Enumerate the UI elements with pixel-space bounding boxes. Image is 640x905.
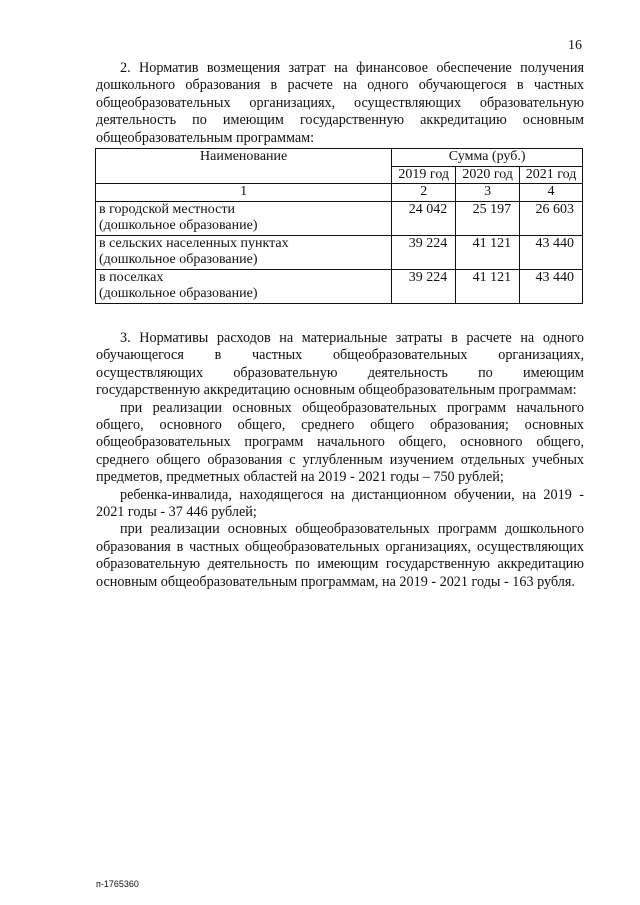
section-2-paragraph: 2. Норматив возмещения затрат на финансовое обеспечение получения дошкольного образования в расчете на одного обучающегося в частных общеобразовательных организациях, осуществляющих образовательную деятельность по имеющим государственную аккредитацию основным общеобразовательным программам: [96,60,584,146]
value-2021: 43 440 [520,269,583,303]
table-row [96,235,583,269]
table-row [96,201,583,235]
row-name-line2: (дошкольное образование) [99,252,258,267]
page-number: 16 [568,38,582,53]
section-3-item-3: при реализации основных общеобразовательных программ дошкольного образования в частных общеобразовательных организациях, осуществляющих образовательную деятельность по имеющим государственную аккредитацию основным общеобразовательным программам, на 2019 - 2021 годы - 163 рубля. [96,521,584,590]
value-2020: 25 197 [456,201,520,235]
value-2021: 26 603 [520,201,583,235]
row-name-line2: (дошкольное образование) [99,218,258,233]
value-2021: 43 440 [520,235,583,269]
norm-table [95,148,583,304]
col-number: 2 [392,184,456,202]
section-3-item-2: ребенка-инвалида, находящегося на дистанционном обучении, на 2019 - 2021 годы - 37 446 рублей; [96,486,584,521]
section-3 [96,330,584,591]
col-number: 1 [96,184,392,202]
row-name [96,235,392,269]
section-2 [96,60,584,147]
col-number: 4 [520,184,583,202]
section-3-item-1: при реализации основных общеобразовательных программ начального общего, основного общего, среднего общего образования; основных общеобразовательных программ начального общего, основного общего, среднего общего образования с углубленным изучением отдельных учебных предметов, предметных областей на 2019 - 2021 годы – 750 рублей; [96,399,584,486]
table-header-row [96,149,583,167]
row-name-line1: в поселках [99,269,164,285]
year-2021: 2021 год [520,166,583,184]
row-name [96,269,392,303]
footer-code: п-1765360 [96,879,139,889]
row-name-line1: в сельских населенных пунктах [99,235,289,251]
value-2020: 41 121 [456,269,520,303]
table-row [96,269,583,303]
row-name-line2: (дошкольное образование) [99,286,258,301]
value-2020: 41 121 [456,235,520,269]
row-name [96,201,392,235]
row-name-line1: в городской местности [99,201,235,217]
table-colnum-row [96,184,583,202]
header-name: Наименование [96,149,392,184]
header-sum: Сумма (руб.) [392,149,583,167]
value-2019: 39 224 [392,269,456,303]
section-3-intro: 3. Нормативы расходов на материальные затраты в расчете на одного обучающегося в частных общеобразовательных организациях, осуществляющих образовательную деятельность по имеющим государственную аккредитацию основным общеобразовательным программам: [96,330,584,399]
value-2019: 39 224 [392,235,456,269]
col-number: 3 [456,184,520,202]
value-2019: 24 042 [392,201,456,235]
year-2019: 2019 год [392,166,456,184]
year-2020: 2020 год [456,166,520,184]
